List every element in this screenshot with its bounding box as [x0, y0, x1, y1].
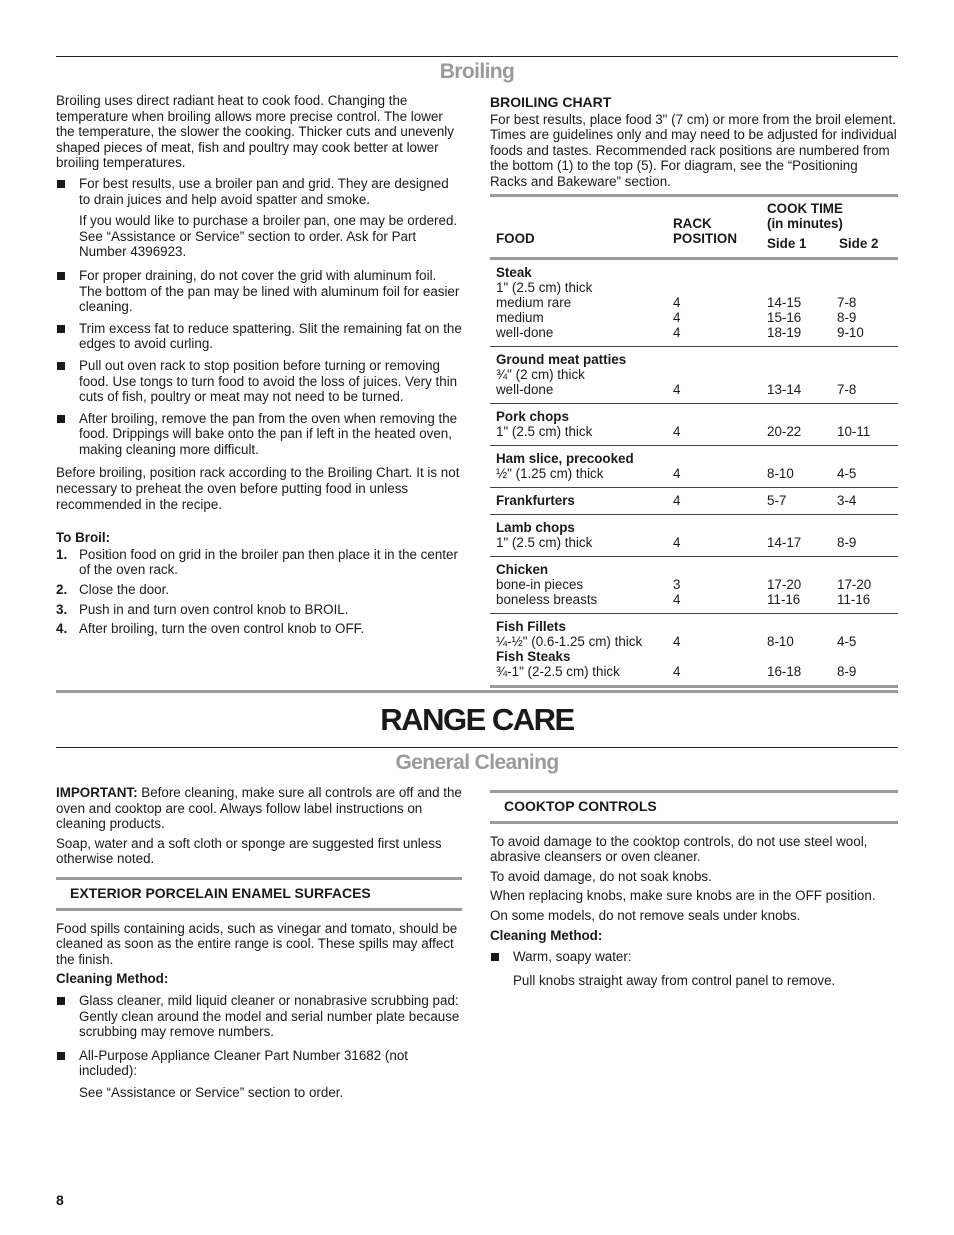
chart-cell-line: 11-16: [767, 592, 801, 607]
header-cook-time: COOK TIME (in minutes) Side 1 Side 2: [767, 201, 879, 251]
side2-cell: [837, 488, 898, 515]
side2-cell: [837, 557, 898, 614]
chart-cell-line: 1" (2.5 cm) thick: [496, 535, 593, 550]
rack-cell: [673, 614, 767, 687]
general-cleaning-heading-wrap: [0, 751, 954, 774]
side1-cell: [767, 614, 837, 687]
chart-cell-line: 7-8: [837, 295, 857, 310]
header-food: FOOD: [496, 231, 535, 246]
exterior-cleaning-method: Cleaning Method:: [56, 971, 169, 987]
important-note: IMPORTANT: Before cleaning, make sure all controls are off and the oven and cooktop are cool. Always follow label instructions on cleaning products.: [56, 785, 462, 832]
rack-cell: [673, 404, 767, 446]
bullet-subtext: If you would like to purchase a broiler pan, one may be ordered. See “Assistance or Service” section to order. Ask for Part Number 4396923.: [79, 213, 458, 260]
chart-cell-line: [837, 562, 898, 577]
broiling-before: Before broiling, position rack according to the Broiling Chart. It is not necessary to preheat the oven before putting food in unless recommended in the recipe.: [56, 465, 460, 512]
chart-cell-line: Fish Steaks: [496, 649, 571, 664]
chart-cell-line: 4: [673, 664, 681, 679]
chart-cell-line: 8-9: [837, 310, 857, 325]
list-item: All-Purpose Appliance Cleaner Part Number 31682 (not included):: [56, 1048, 462, 1079]
list-item: Warm, soapy water:: [490, 949, 898, 965]
cooktop-p3: When replacing knobs, make sure knobs are in the OFF position.: [490, 888, 876, 904]
bullet-subtext: See “Assistance or Service” section to order.: [79, 1084, 344, 1100]
chart-cell-line: 8-10: [767, 634, 794, 649]
chart-group-row: [490, 614, 898, 687]
chart-cell-line: [767, 409, 837, 424]
chart-cell-line: 10-11: [837, 424, 871, 439]
exterior-heading: EXTERIOR PORCELAIN ENAMEL SURFACES: [56, 877, 462, 911]
side2-cell: [837, 347, 898, 404]
bullet-square-icon: [57, 997, 65, 1005]
chart-group-row: [490, 347, 898, 404]
chart-cell-line: [837, 520, 898, 535]
food-cell: [490, 488, 673, 515]
chart-cell-line: boneless breasts: [496, 592, 598, 607]
header-side2: Side 2: [839, 236, 879, 251]
page-number: 8: [56, 1192, 64, 1208]
general-cleaning-left-column: [56, 785, 462, 1109]
chart-cell-line: [673, 451, 767, 466]
chart-cell-line: [837, 280, 898, 295]
list-item: After broiling, remove the pan from the oven when removing the food. Drippings will bake onto the pan if left in the heated oven, making cleaning more difficult.: [56, 411, 462, 458]
bullet-square-icon: [57, 272, 65, 280]
list-item: Trim excess fat to reduce spattering. Slit the remaining fat on the edges to avoid curling.: [56, 321, 462, 352]
chart-cell-line: bone-in pieces: [496, 577, 584, 592]
list-item: Glass cleaner, mild liquid cleaner or nonabrasive scrubbing pad: Gently clean around the model and serial number plate because scrubbing may remove numbers.: [56, 993, 462, 1040]
broiling-chart-intro-block: [490, 95, 898, 194]
broiling-heading-wrap: [0, 60, 954, 83]
chart-cell-line: Pork chops: [496, 409, 569, 424]
side2-cell: [837, 614, 898, 687]
chart-cell-line: ¾-1" (2-2.5 cm) thick: [496, 664, 620, 679]
cooktop-p4: On some models, do not remove seals under knobs.: [490, 907, 801, 923]
chart-cell-line: ½" (1.25 cm) thick: [496, 466, 604, 481]
chart-cell-line: [767, 619, 837, 634]
side2-cell: [837, 446, 898, 488]
chart-cell-line: Ham slice, precooked: [496, 451, 634, 466]
chart-cell-line: 17-20: [767, 577, 802, 592]
side1-cell: [767, 446, 837, 488]
cooktop-heading: COOKTOP CONTROLS: [490, 790, 898, 824]
chart-group-row: [490, 259, 898, 347]
rack-cell: [673, 488, 767, 515]
side1-cell: [767, 347, 837, 404]
list-item: For best results, use a broiler pan and grid. They are designed to drain juices and help avoid spatter and smoke.: [56, 176, 462, 207]
chart-cell-line: 1" (2.5 cm) thick: [496, 280, 593, 295]
food-cell: [490, 404, 673, 446]
food-cell: [490, 557, 673, 614]
chart-cell-line: [673, 265, 767, 280]
chart-cell-line: Steak: [496, 265, 532, 280]
header-side1: Side 1: [767, 236, 807, 251]
chart-cell-line: Fish Fillets: [496, 619, 566, 634]
chart-cell-line: [767, 562, 837, 577]
chart-cell-line: 14-15: [767, 295, 802, 310]
chart-cell-line: [673, 562, 767, 577]
side2-cell: [837, 515, 898, 557]
chart-cell-line: 4: [673, 382, 681, 397]
chart-cell-line: Chicken: [496, 562, 549, 577]
chart-cell-line: [673, 352, 767, 367]
chart-cell-line: [837, 265, 898, 280]
chart-cell-line: [837, 409, 898, 424]
range-care-rule: [56, 690, 898, 693]
list-item: For proper draining, do not cover the grid with aluminum foil. The bottom of the pan may be lined with aluminum foil for easier cleaning.: [56, 268, 462, 315]
chart-cell-line: 9-10: [837, 325, 864, 340]
chart-cell-line: 18-19: [767, 325, 802, 340]
food-cell: [490, 347, 673, 404]
chart-group-row: [490, 515, 898, 557]
chart-cell-line: [837, 352, 898, 367]
step-item: 3. Push in and turn oven control knob to BROIL.: [56, 601, 349, 617]
bullet-square-icon: [491, 953, 499, 961]
chart-cell-line: [767, 367, 837, 382]
chart-cell-line: [837, 367, 898, 382]
chart-cell-line: [767, 352, 837, 367]
broiling-chart-intro: For best results, place food 3" (7 cm) or more from the broil element. Times are guidelines only and may need to be adjusted for individual foods and tastes. Recommended rack positions are numbered from the bottom (1) to the top (5). For diagram, see the “Positioning Racks and Bakeware” section.: [490, 111, 897, 189]
chart-cell-line: 4-5: [837, 634, 857, 649]
chart-cell-line: 4: [673, 535, 681, 550]
chart-cell-line: 14-17: [767, 535, 802, 550]
chart-cell-line: Ground meat patties: [496, 352, 627, 367]
bullet-square-icon: [57, 415, 65, 423]
range-care-title: RANGE CARE: [380, 702, 574, 737]
food-cell: [490, 259, 673, 347]
side1-cell: [767, 488, 837, 515]
chart-cell-line: ¼-½" (0.6-1.25 cm) thick: [496, 634, 643, 649]
broiling-chart-table: [490, 194, 898, 688]
chart-cell-line: 8-9: [837, 664, 857, 679]
broiling-column: [56, 93, 462, 641]
chart-cell-line: 20-22: [767, 424, 802, 439]
chart-group-row: [490, 488, 898, 515]
chart-cell-line: 16-18: [767, 664, 802, 679]
chart-cell-line: 11-16: [837, 592, 871, 607]
cooktop-p2: To avoid damage, do not soak knobs.: [490, 868, 712, 884]
broiling-intro: Broiling uses direct radiant heat to cook food. Changing the temperature when broiling allows more precise control. The lower the temperature, the slower the cooking. Thicker cuts and unevenly shaped pieces of meat, fish and poultry may cook better at lower broiling temperatures.: [56, 93, 454, 171]
chart-cell-line: Frankfurters: [496, 493, 575, 508]
rack-cell: [673, 557, 767, 614]
food-cell: [490, 614, 673, 687]
chart-cell-line: [767, 520, 837, 535]
chart-cell-line: 4: [673, 424, 681, 439]
chart-cell-line: [673, 520, 767, 535]
general-cleaning-rule: [56, 747, 898, 748]
chart-cell-line: Lamb chops: [496, 520, 575, 535]
side1-cell: [767, 515, 837, 557]
chart-cell-line: 13-14: [767, 382, 802, 397]
side2-cell: [837, 404, 898, 446]
general-cleaning-heading: General Cleaning: [395, 751, 559, 774]
chart-cell-line: 4: [673, 592, 681, 607]
chart-cell-line: [767, 265, 837, 280]
side1-cell: [767, 404, 837, 446]
chart-cell-line: 3-4: [837, 493, 857, 508]
cooktop-cleaning-method: Cleaning Method:: [490, 927, 603, 943]
chart-cell-line: [673, 409, 767, 424]
chart-cell-line: 8-10: [767, 466, 794, 481]
chart-cell-line: well-done: [496, 382, 554, 397]
chart-cell-line: 4: [673, 493, 681, 508]
broiling-heading: Broiling: [439, 60, 515, 83]
step-item: 1. Position food on grid in the broiler pan then place it in the center of the oven rack.: [56, 546, 458, 578]
chart-cell-line: 17-20: [837, 577, 872, 592]
step-item: 2. Close the door.: [56, 582, 170, 598]
exterior-text: Food spills containing acids, such as vinegar and tomato, should be cleaned as soon as the entire range is cool. These spills may affect the finish.: [56, 920, 458, 967]
chart-cell-line: [673, 367, 767, 382]
bullet-square-icon: [57, 180, 65, 188]
to-broil-heading: To Broil:: [56, 530, 111, 546]
bullet-square-icon: [57, 1052, 65, 1060]
chart-group-row: [490, 404, 898, 446]
rack-cell: [673, 446, 767, 488]
chart-cell-line: 15-16: [767, 310, 802, 325]
bullet-square-icon: [57, 362, 65, 370]
broiling-chart-heading: BROILING CHART: [490, 94, 612, 110]
chart-cell-line: [837, 619, 898, 634]
chart-cell-line: [767, 451, 837, 466]
chart-cell-line: [673, 619, 767, 634]
chart-cell-line: [767, 649, 837, 664]
rack-cell: [673, 515, 767, 557]
chart-cell-line: 4: [673, 466, 681, 481]
bullet-subtext: Pull knobs straight away from control panel to remove.: [513, 972, 836, 988]
food-cell: [490, 446, 673, 488]
chart-cell-line: [837, 649, 898, 664]
chart-cell-line: medium: [496, 310, 544, 325]
chart-cell-line: well-done: [496, 325, 554, 340]
chart-cell-line: 1" (2.5 cm) thick: [496, 424, 593, 439]
chart-cell-line: [673, 280, 767, 295]
chart-group-row: [490, 557, 898, 614]
chart-header-row: [490, 197, 898, 259]
chart-cell-line: ¾" (2 cm) thick: [496, 367, 585, 382]
general-cleaning-right-column: [490, 790, 898, 996]
chart-cell-line: [767, 280, 837, 295]
cooktop-p1: To avoid damage to the cooktop controls, do not use steel wool, abrasive cleansers or oven cleaner.: [490, 833, 868, 865]
rack-cell: [673, 347, 767, 404]
list-item: Pull out oven rack to stop position before turning or removing food. Use tongs to turn food to avoid the loss of juices. Very thin cuts of fish, poultry or meat may not need to be turned.: [56, 358, 462, 405]
chart-cell-line: medium rare: [496, 295, 572, 310]
chart-cell-line: 8-9: [837, 535, 857, 550]
step-item: 4. After broiling, turn the oven control knob to OFF.: [56, 621, 365, 637]
food-cell: [490, 515, 673, 557]
chart-cell-line: 4: [673, 634, 681, 649]
side1-cell: [767, 259, 837, 347]
chart-cell-line: 4-5: [837, 466, 857, 481]
chart-cell-line: 3: [673, 577, 681, 592]
chart-cell-line: 4: [673, 325, 681, 340]
soap-note: Soap, water and a soft cloth or sponge are suggested first unless otherwise noted.: [56, 835, 442, 867]
chart-cell-line: 7-8: [837, 382, 857, 397]
bullet-square-icon: [57, 325, 65, 333]
header-rack: RACK POSITION: [673, 216, 737, 246]
side2-cell: [837, 259, 898, 347]
chart-cell-line: 4: [673, 310, 681, 325]
chart-group-row: [490, 446, 898, 488]
chart-cell-line: 4: [673, 295, 681, 310]
chart-cell-line: [837, 451, 898, 466]
side1-cell: [767, 557, 837, 614]
chart-cell-line: [673, 649, 767, 664]
top-rule: [56, 56, 898, 57]
rack-cell: [673, 259, 767, 347]
chart-cell-line: 5-7: [767, 493, 787, 508]
